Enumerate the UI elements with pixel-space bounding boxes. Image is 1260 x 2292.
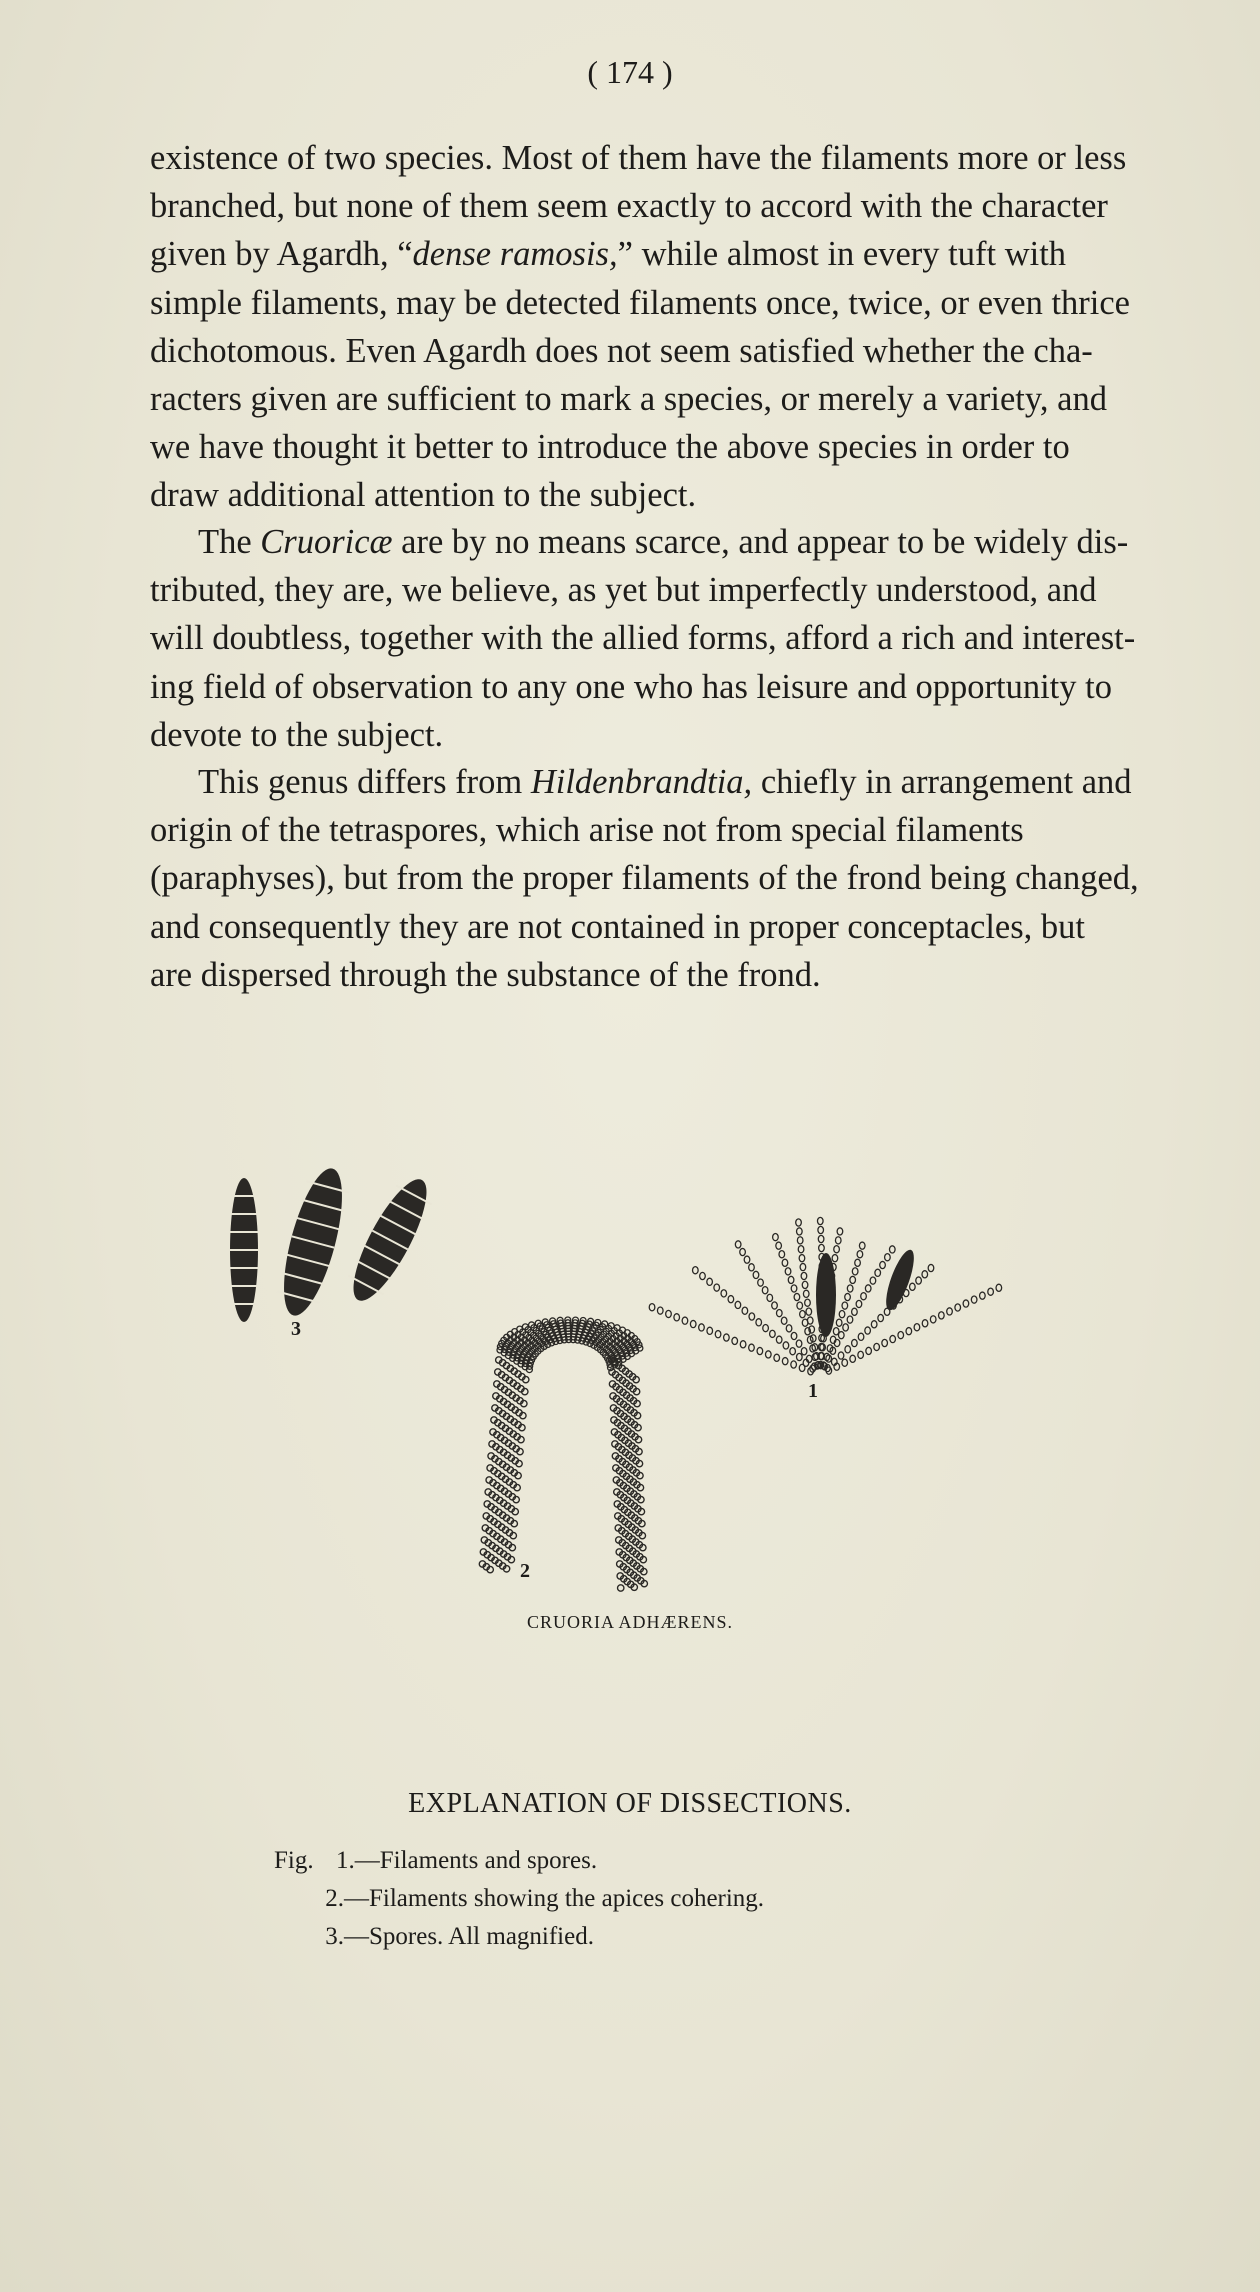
spore-shape xyxy=(340,1171,439,1310)
dissection-figure xyxy=(200,1150,1080,1650)
explanation-item xyxy=(274,1842,764,1880)
item-text: —Filaments showing the apices cohering. xyxy=(344,1885,765,1912)
text-line xyxy=(150,518,1220,566)
explanation-item xyxy=(274,1918,764,1956)
text-line: are dispersed through the substance of the frond. xyxy=(150,955,821,994)
item-text: —Filaments and spores. xyxy=(354,1847,598,1874)
fig1-filaments xyxy=(649,1217,1001,1374)
text-line: we have thought it better to introduce the above species in order to xyxy=(150,428,1070,467)
explanation-title: EXPLANATION OF DISSECTIONS. xyxy=(408,1788,852,1819)
text-line: devote to the subject. xyxy=(150,715,444,754)
text-run: given by Agardh, “ xyxy=(150,235,413,274)
spore-shape xyxy=(230,1178,258,1322)
engraving-illustration xyxy=(200,1150,1080,1650)
text-line xyxy=(150,758,1220,806)
paragraph-1 xyxy=(150,134,1220,520)
text-run: ” while almost in every tuft with xyxy=(617,235,1067,274)
text-line: origin of the tetraspores, which arise not from special filaments xyxy=(150,811,1024,850)
spore-shape xyxy=(272,1163,354,1321)
genus-name: Cruoricæ xyxy=(260,523,393,561)
text-run: The xyxy=(198,523,261,561)
text-line: dichotomous. Even Agardh does not seem satisfied whether the cha- xyxy=(150,331,1093,370)
figure-caption: CRUORIA ADHÆRENS. xyxy=(526,1612,734,1632)
text-line: simple filaments, may be detected filaments once, twice, or even thrice xyxy=(150,283,1130,322)
text-line: tributed, they are, we believe, as yet but imperfectly understood, and xyxy=(150,571,1097,610)
fig2-filaments xyxy=(479,1317,647,1591)
figure-label-1: 1 xyxy=(808,1380,818,1402)
item-number: 2. xyxy=(325,1885,344,1912)
fig-lead: Fig. xyxy=(274,1847,314,1874)
text-line: and consequently they are not contained in proper conceptacles, but xyxy=(150,907,1085,946)
text-line xyxy=(150,230,1220,278)
text-line: racters given are sufficient to mark a species, or merely a variety, and xyxy=(150,380,1107,419)
text-line: branched, but none of them seem exactly to accord with the character xyxy=(150,187,1108,226)
text-line: draw additional attention to the subject. xyxy=(150,476,697,515)
page-number: ( 174 ) xyxy=(587,54,673,90)
text-run: This genus differs from xyxy=(198,763,531,801)
item-number: 3. xyxy=(325,1923,344,1950)
genus-name: Hildenbrandtia, xyxy=(530,763,753,801)
item-number: 1. xyxy=(336,1847,355,1874)
text-line: existence of two species. Most of them have the filaments more or less xyxy=(150,139,1127,177)
text-run: chiefly in arrangement and xyxy=(752,763,1132,801)
paragraph-3 xyxy=(150,758,1220,999)
text-line: (paraphyses), but from the proper filaments of the frond being changed, xyxy=(150,859,1139,898)
text-run: are by no means scarce, and appear to be widely dis- xyxy=(392,523,1129,561)
paragraph-2 xyxy=(150,518,1220,759)
item-text: —Spores. All magnified. xyxy=(344,1923,594,1950)
explanation-item xyxy=(274,1880,764,1918)
text-line: ing field of observation to any one who has leisure and opportunity to xyxy=(150,667,1112,706)
figure-label-3: 3 xyxy=(291,1318,301,1340)
figure-label-2: 2 xyxy=(520,1560,530,1582)
explanation-list xyxy=(274,1842,764,1956)
latin-term: dense ramosis, xyxy=(412,235,618,274)
text-line: will doubtless, together with the allied forms, afford a rich and interest- xyxy=(150,619,1136,658)
